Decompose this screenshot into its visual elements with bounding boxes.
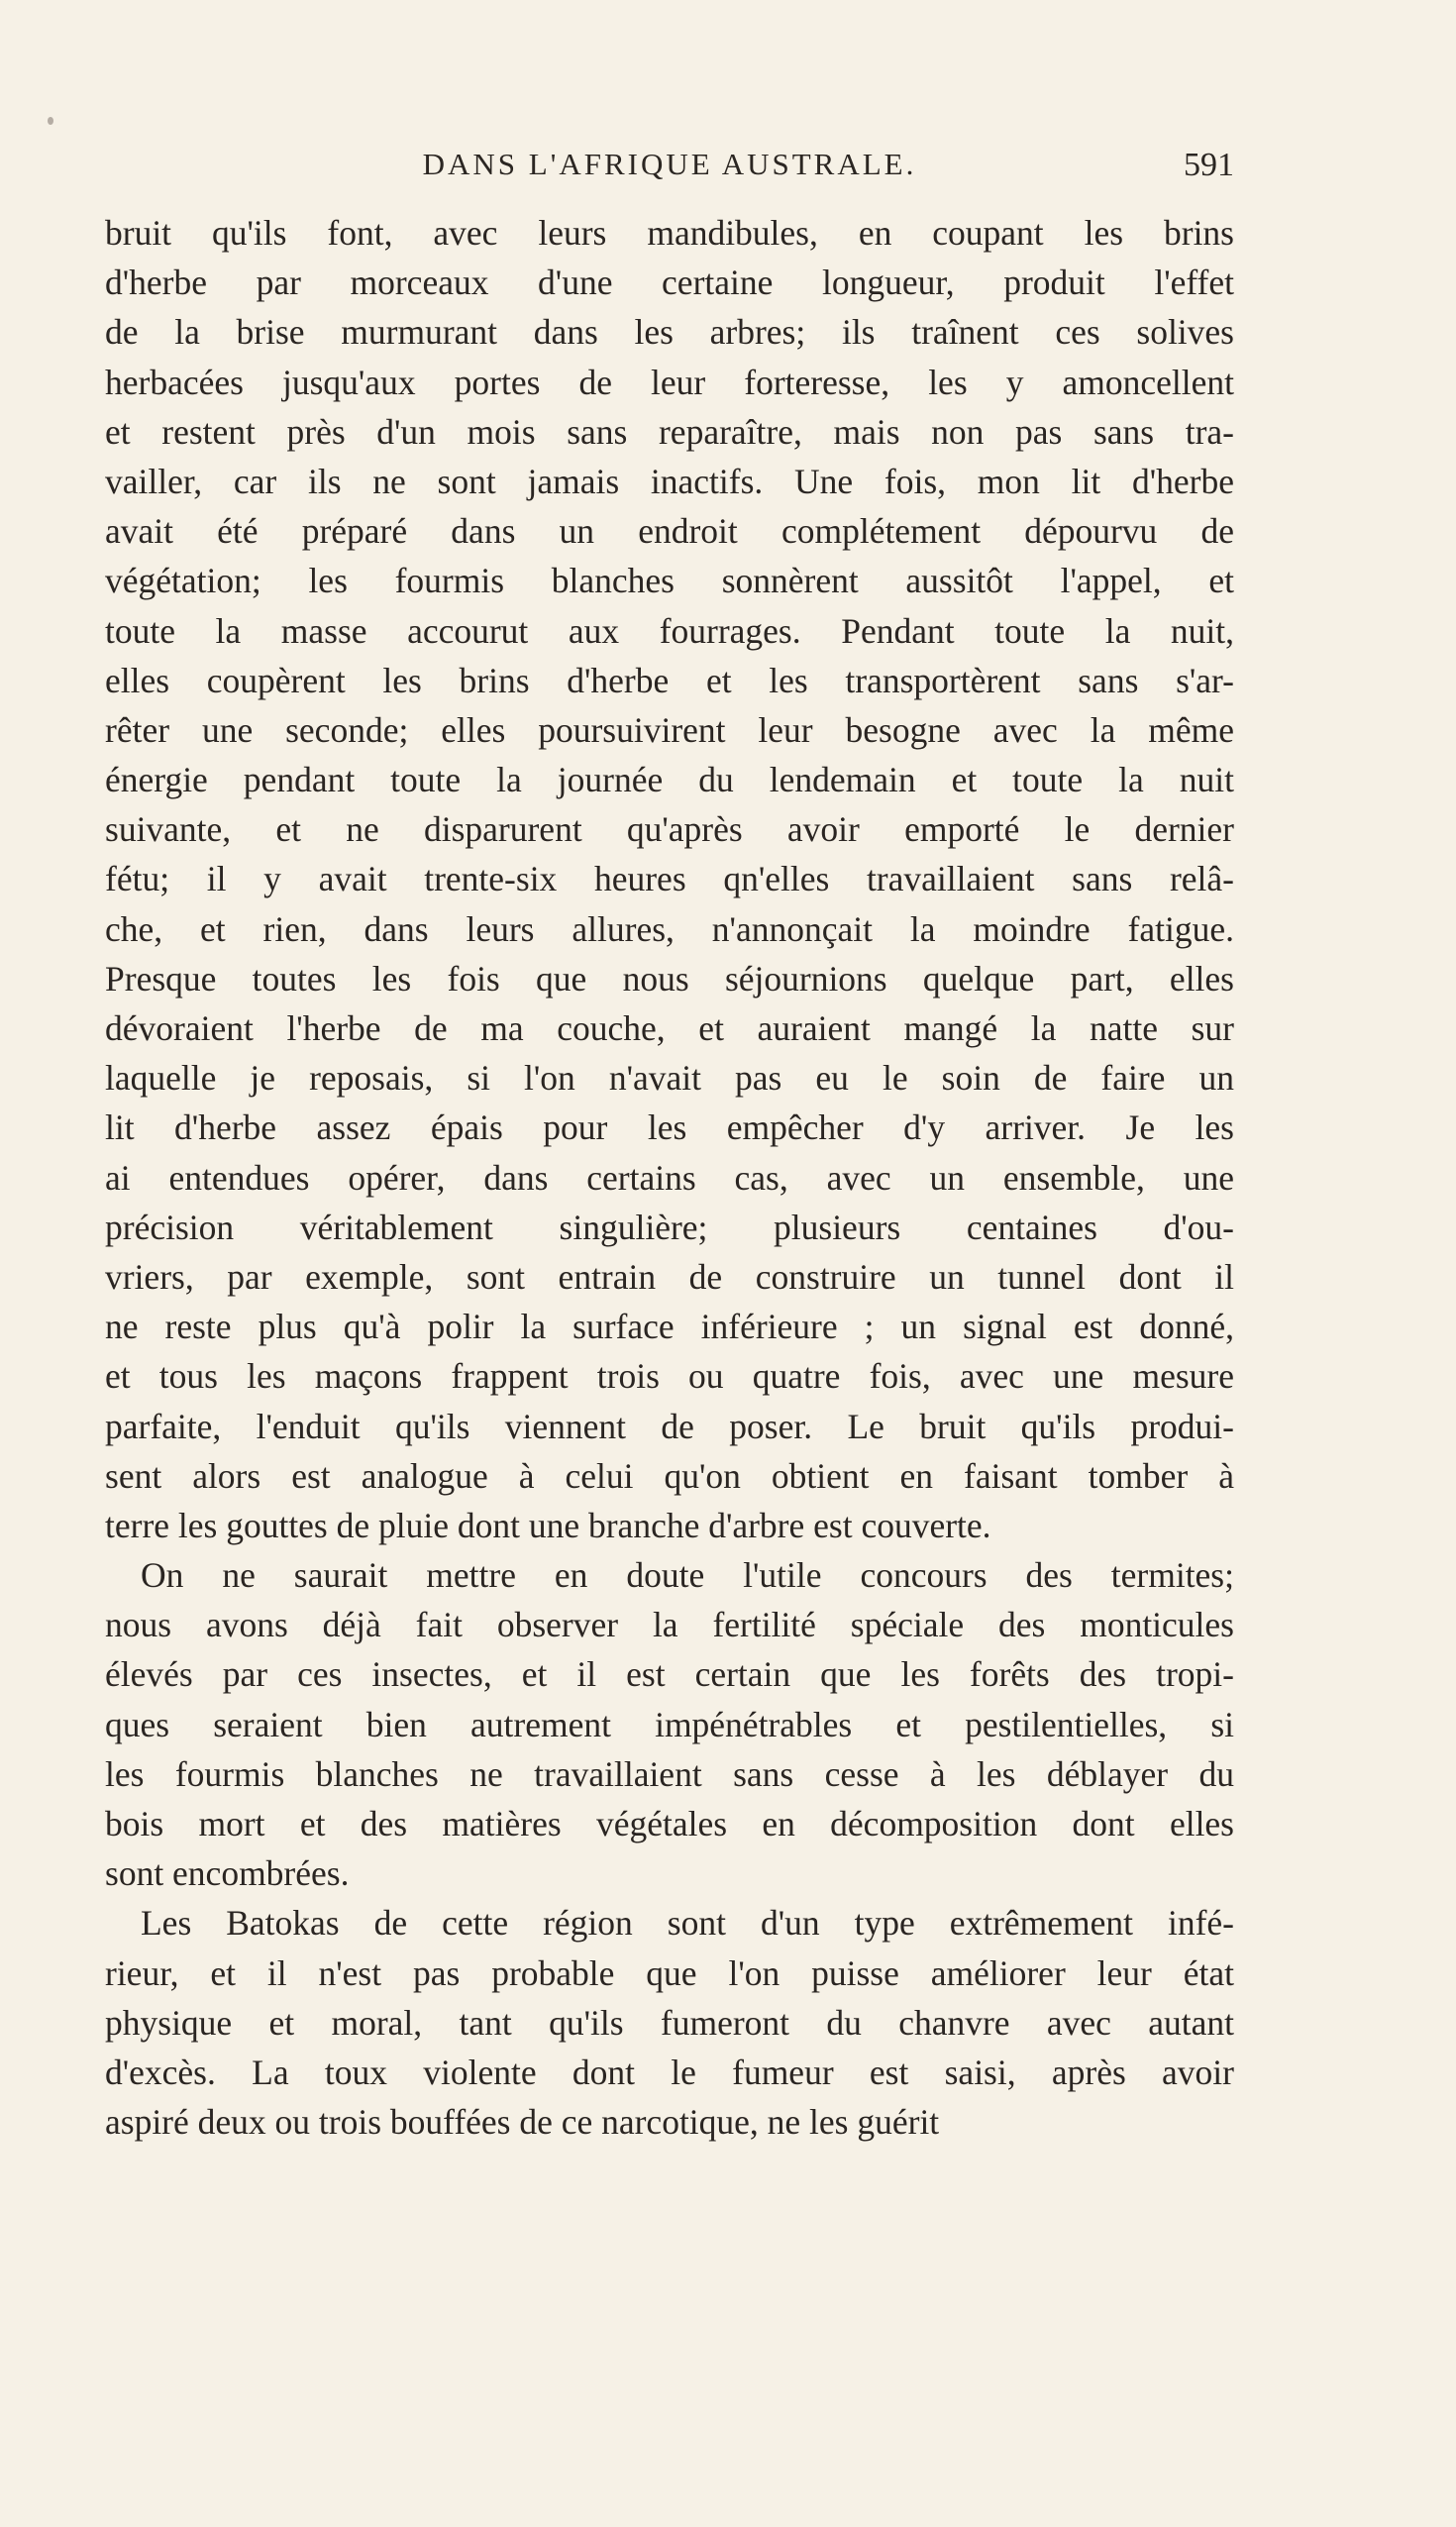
text-line: d'herbe par morceaux d'une certaine longueur, produit l'effet [105,263,1234,303]
text-line: ai entendues opérer, dans certains cas, avec un ensemble, une [105,1157,1234,1198]
text-line: précision véritablement singulière; plusieurs centaines d'ou- [105,1207,1234,1247]
text-line: ne reste plus qu'à polir la surface inférieure ; un signal est donné, [105,1307,1234,1347]
text-line: végétation; les fourmis blanches sonnèrent aussitôt l'appel, et [105,561,1234,601]
text-line: les fourmis blanches ne travaillaient sans cesse à les déblayer du [105,1753,1234,1794]
paragraph [105,1550,1234,1898]
text-line: terre les gouttes de pluie dont une branche d'arbre est couverte. [105,1505,991,1545]
text-line: physique et moral, tant qu'ils fumeront du chanvre avec autant [105,2002,1234,2043]
text-line: che, et rien, dans leurs allures, n'annonçait la moindre fatigue. [105,908,1234,949]
text-line: énergie pendant toute la journée du lendemain et toute la nuit [105,760,1234,800]
text-line: herbacées jusqu'aux portes de leur forteresse, les y amoncellent [105,362,1234,402]
text-line: sont encombrées. [105,1853,350,1894]
text-line: fétu; il y avait trente-six heures qn'elles travaillaient sans relâ- [105,859,1234,899]
body-text [105,208,1234,2147]
text-line: sent alors est analogue à celui qu'on obtient en faisant tomber à [105,1455,1234,1496]
text-line: élevés par ces insectes, et il est certain que les forêts des tropi- [105,1654,1234,1695]
text-line: vailler, car ils ne sont jamais inactifs. Une fois, mon lit d'herbe [105,461,1234,501]
page-header [105,147,1234,190]
text-line: toute la masse accourut aux fourrages. Pendant toute la nuit, [105,610,1234,651]
text-line: Les Batokas de cette région sont d'un type extrêmement infé- [141,1903,1234,1944]
text-line: parfaite, l'enduit qu'ils viennent de poser. Le bruit qu'ils produi- [105,1406,1234,1446]
paper-speck [48,117,53,125]
text-line: dévoraient l'herbe de ma couche, et auraient mangé la natte sur [105,1008,1234,1048]
text-line: nous avons déjà fait observer la fertilité spéciale des monticules [105,1605,1234,1645]
text-line: et restent près d'un mois sans reparaître, mais non pas sans tra- [105,411,1234,452]
paragraph [105,208,1234,1550]
text-line: suivante, et ne disparurent qu'après avoir emporté le dernier [105,809,1234,850]
text-line: bois mort et des matières végétales en décomposition dont elles [105,1804,1234,1843]
text-line: et tous les maçons frappent trois ou quatre fois, avec une mesure [105,1356,1234,1397]
text-line: rieur, et il n'est pas probable que l'on puisse améliorer leur état [105,1952,1234,1993]
text-line: aspiré deux ou trois bouffées de ce narcotique, ne les guérit [105,2102,940,2143]
text-line: de la brise murmurant dans les arbres; ils traînent ces solives [105,312,1234,353]
text-line: rêter une seconde; elles poursuivirent leur besogne avec la même [105,709,1234,750]
paragraph [105,1898,1234,2147]
text-line: d'excès. La toux violente dont le fumeur est saisi, après avoir [105,2052,1234,2092]
running-title: DANS L'AFRIQUE AUSTRALE. [422,147,917,181]
text-line: avait été préparé dans un endroit complétement dépourvu de [105,511,1234,552]
text-line: lit d'herbe assez épais pour les empêcher d'y arriver. Je les [105,1107,1234,1148]
text-line: elles coupèrent les brins d'herbe et les transportèrent sans s'ar- [105,660,1234,700]
text-line: vriers, par exemple, sont entrain de construire un tunnel dont il [105,1256,1234,1297]
text-line: ques seraient bien autrement impénétrables et pestilentielles, si [105,1704,1234,1744]
text-line: On ne saurait mettre en doute l'utile concours des termites; [141,1555,1234,1596]
page-number: 591 [1184,147,1234,183]
text-line: Presque toutes les fois que nous séjournions quelque part, elles [105,958,1234,999]
text-line: bruit qu'ils font, avec leurs mandibules, en coupant les brins [105,213,1234,253]
text-line: laquelle je reposais, si l'on n'avait pas eu le soin de faire un [105,1058,1234,1099]
